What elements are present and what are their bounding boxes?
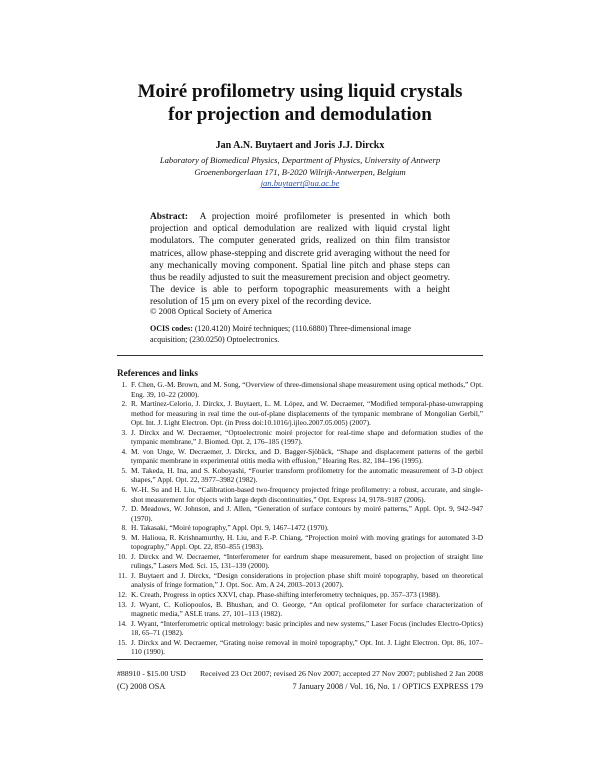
paper-title: [60, 80, 540, 126]
references-list: [117, 380, 483, 657]
title-line-1: Moiré profilometry using liquid crystals: [137, 81, 463, 102]
footer-journal: 7 January 2008 / Vol. 16, No. 1 / OPTICS EXPRESS 179: [292, 682, 483, 691]
reference-text: K. Creath, Progress in optics XXVI, chap. Phase-shifting interferometry techniques, pp. 357–373 (1988).: [131, 590, 440, 600]
copyright-notice: © 2008 Optical Society of America: [150, 306, 272, 316]
reference-text: W.-H. Su and H. Liu, “Calibration-based two-frequency projected fringe profilometry: a robust, accurate, and single-shot measurement for objects with large depth discontinuities,” Opt. Express 14, 9178–9187 (2006).: [131, 485, 483, 504]
reference-text: F. Chen, G.-M. Brown, and M. Song, “Overview of three-dimensional shape measurement using optical methods,” Opt. Eng. 39, 10–22 (2000).: [131, 380, 483, 399]
reference-item: [117, 552, 483, 571]
reference-text: M. Takeda, H. Ina, and S. Koboyashi, “Fourier transform profilometry for the automatic measurement of 3-D object shapes,” Appl. Opt. 22, 3977–3982 (1982).: [131, 465, 483, 485]
ocis-text: (120.4120) Moiré techniques; (110.6880) Three-dimensional image acquisition; (230.0250) Optoelectronics.: [150, 324, 412, 344]
reference-text: J. Wyant, C. Koliopoulos, B. Bhushan, and O. George, “An optical profilometer for surface characterization of magnetic media,” ASLE trans. 27, 101–113 (1982).: [131, 599, 483, 619]
reference-text: J. Dirckx and W. Decraemer, “Interferometer for eardrum shape measurement, based on projection of straight line rulings,” Lasers Med. Sci. 15, 131–139 (2000).: [131, 551, 483, 571]
reference-text: R. Martínez-Celorio, J. Dirckx, J. Buytaert, L. M. López, and W. Decraemer, “Modified temporal-phase-unwrapping method for measuring in real time the out-of-plane displacements of the tympanic membrane of Mongolian Gerbil,” Opt. Int. J. Light Electron. Opt. (in Press doi:10.1016/j.ijleo.2007.05.005) (2007).: [131, 399, 483, 428]
reference-number: 10.: [117, 551, 127, 561]
reference-text: M. Halioua, R. Krishnamurthy, H. Liu, and F.-P. Chiang, “Projection moiré with moving gratings for automated 3-D topography,” Appl. Opt. 22, 850–855 (1983).: [131, 532, 483, 552]
reference-number: 14.: [117, 618, 127, 628]
reference-number: 12.: [117, 590, 127, 600]
reference-text: J. Dirckx and W. Decraemer, “Optoelectronic moiré projector for real-time shape and deformation studies of the tympanic membrane,” J. Biomed. Opt. 2, 176–185 (1997).: [131, 427, 483, 447]
reference-item: [117, 504, 483, 523]
reference-number: 3.: [121, 427, 127, 437]
reference-item: [117, 399, 483, 428]
reference-item: [117, 638, 483, 657]
reference-item: [117, 571, 483, 590]
reference-item: [117, 523, 483, 533]
section-divider: [117, 355, 483, 356]
references-heading: References and links: [117, 368, 198, 378]
reference-item: [117, 466, 483, 485]
reference-number: 13.: [117, 599, 127, 609]
reference-item: [117, 447, 483, 466]
reference-number: 2.: [121, 399, 127, 409]
reference-text: J. Dirckx and W. Decraemer, “Grating noise removal in moiré topography,” Opt. Int. J. Light Electron. Opt. 86, 107–110 (1990).: [131, 637, 483, 657]
reference-number: 9.: [121, 532, 127, 542]
reference-number: 1.: [121, 380, 127, 389]
reference-text: M. von Unge, W. Decraemer, J. Dirckx, and D. Bagger-Sjöbäck, “Shape and displacement patterns of the gerbil tympanic membrane in experimental otitis media with effusion,” Hearing Res. 82, 184–196 (1995).: [131, 446, 483, 466]
reference-text: J. Buytaert and J. Dirckx, “Design considerations in projection phase shift moiré topography, based on theoretical analysis of fringe formation,” J. Opt. Soc. Am. A 24, 2003–2013 (2007).: [131, 570, 483, 590]
affiliation-line-1: Laboratory of Biomedical Physics, Department of Physics, University of Antwerp: [159, 155, 441, 165]
footer-price: #88910 - $15.00 USD: [117, 669, 186, 678]
reference-number: 7.: [121, 504, 127, 514]
title-line-2: for projection and demodulation: [168, 104, 432, 125]
reference-item: [117, 619, 483, 638]
abstract-label: Abstract:: [150, 212, 189, 222]
reference-number: 15.: [117, 637, 127, 647]
reference-item: [117, 485, 483, 504]
reference-item: [117, 380, 483, 399]
ocis-label: OCIS codes:: [150, 324, 193, 333]
reference-number: 11.: [118, 570, 127, 580]
affiliation-line-2: Groenenborgerlaan 171, B-2020 Wilrijk-Antwerpen, Belgium: [194, 166, 406, 177]
reference-number: 5.: [121, 465, 127, 475]
reference-number: 4.: [121, 446, 127, 456]
affiliation: [60, 155, 540, 190]
abstract-text: A projection moiré profilometer is presented in which both projection and optical demodulation are realized with liquid crystal light modulators. The computer generated grids, realized on thin film transistor matrices, allow phase-stepping and discrete grid averaging without the need for any mechanically moving component. Spatial line pitch and phase steps can thus be readily adjusted to suit the measurement precision and object geometry. The device is able to perform topographic measurements with a height resolution of 15 μm on every pixel of the recording device.: [150, 212, 451, 308]
reference-text: J. Wyant, “Interferometric optical metrology: basic principles and new systems,” Laser Focus (includes Electro-Optics) 18, 65–71 (1982).: [131, 618, 483, 638]
author-email-link[interactable]: jan.buytaert@ua.ac.be: [260, 178, 340, 188]
reference-text: H. Takasaki, “Moiré topography,” Appl. Opt. 9, 1467–1472 (1970).: [131, 523, 329, 533]
reference-number: 6.: [121, 485, 127, 495]
reference-number: 8.: [121, 523, 127, 533]
reference-item: [117, 600, 483, 619]
authors: Jan A.N. Buytaert and Joris J.J. Dirckx: [215, 140, 385, 151]
reference-item: [117, 590, 483, 600]
reference-item: [117, 533, 483, 552]
footer-copyright: (C) 2008 OSA: [117, 682, 166, 691]
footer-divider: [117, 659, 483, 660]
abstract: [150, 211, 450, 309]
ocis-codes: [150, 323, 450, 345]
footer-dates: Received 23 Oct 2007; revised 26 Nov 2007; accepted 27 Nov 2007; published 2 Jan 2008: [199, 669, 483, 678]
reference-text: D. Meadows, W. Johnson, and J. Allen, “Generation of surface contours by moiré patterns,” Appl. Opt. 9, 942–947 (1970).: [131, 504, 483, 523]
reference-item: [117, 428, 483, 447]
